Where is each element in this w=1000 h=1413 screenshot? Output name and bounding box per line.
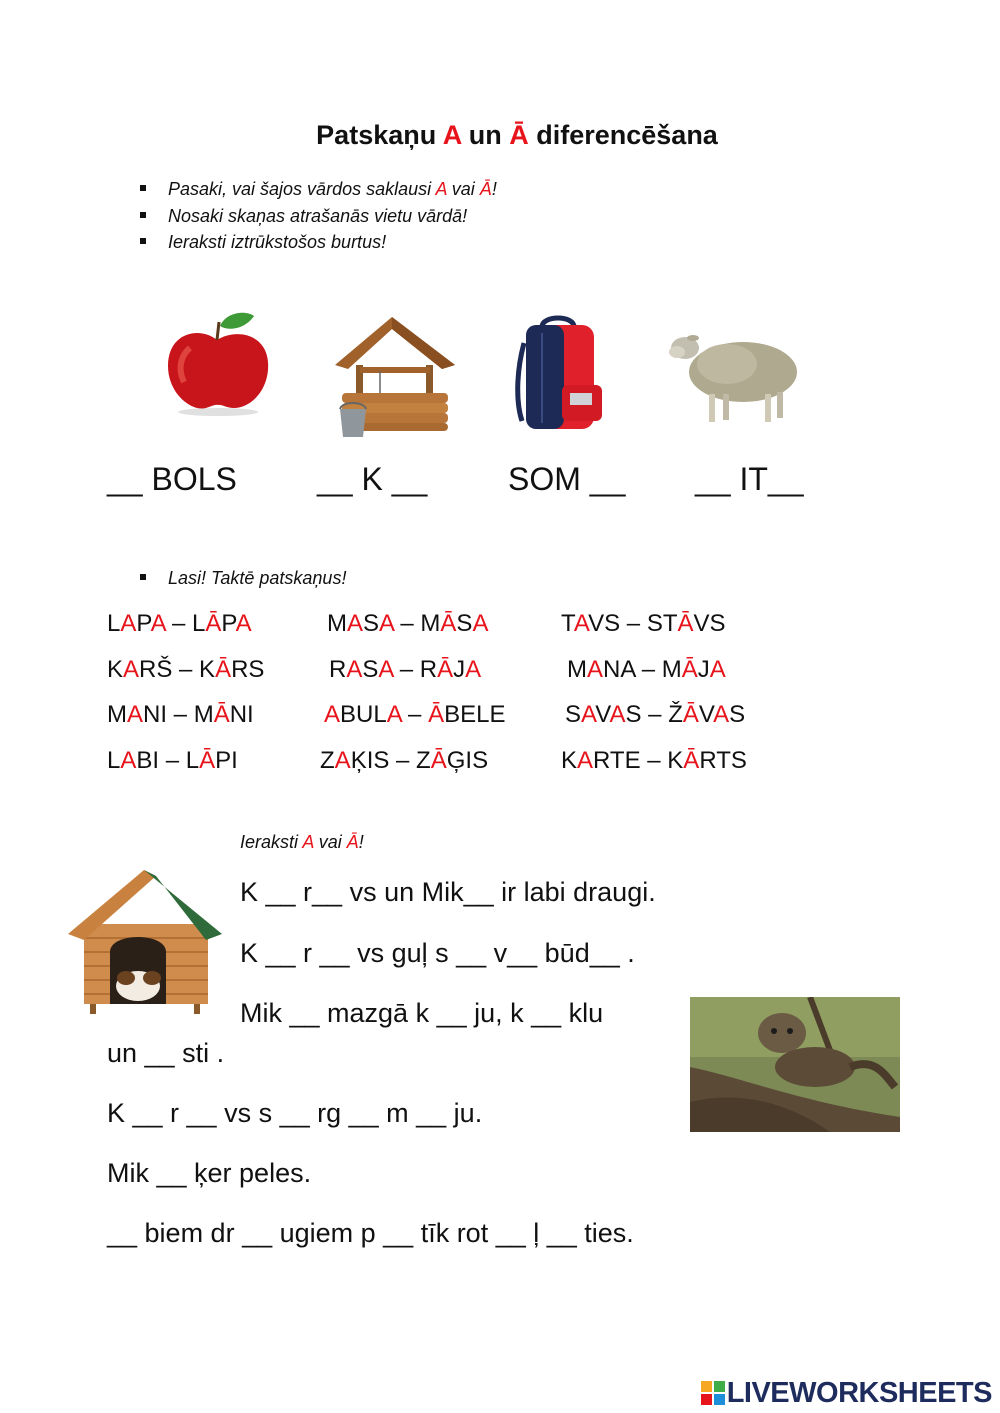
instruction-item: Nosaki skaņas atrašanās vietu vārdā!: [140, 203, 497, 230]
blank-word[interactable]: __ IT__: [695, 461, 804, 497]
fill-sentence[interactable]: un __ sti .: [107, 1038, 225, 1068]
fill-sentence[interactable]: K __ r __ vs s __ rg __ m __ ju.: [107, 1098, 483, 1128]
fill-sentence[interactable]: K __ r __ vs guļ s __ v__ būd__ .: [240, 938, 635, 968]
apple-image: [160, 308, 275, 416]
blank-word[interactable]: SOM __: [508, 461, 626, 497]
word-pair: SAVAS – ŽĀVAS: [565, 701, 746, 728]
instruction-list: [140, 176, 497, 256]
fill-instruction: Ieraksti A vai Ā!: [240, 832, 364, 852]
fill-sentence[interactable]: __ biem dr __ ugiem p __ tīk rot __ ļ __ ties.: [107, 1218, 634, 1248]
read-instruction: Lasi! Taktē patskaņus!: [140, 565, 346, 592]
word-pair: MANI – MĀNI: [107, 701, 254, 728]
word-pair: KARTE – KĀRTS: [561, 747, 747, 774]
fill-sentence[interactable]: Mik __ ķer peles.: [107, 1158, 312, 1188]
brand-icon: [701, 1381, 725, 1405]
word-pair: MANA – MĀJA: [567, 656, 726, 683]
word-pair: ZAĶIS – ZĀĢIS: [320, 747, 489, 774]
fill-sentence[interactable]: Mik __ mazgā k __ ju, k __ klu: [240, 998, 604, 1028]
word-pair: LAPA – LĀPA: [107, 610, 252, 637]
blank-word[interactable]: __ BOLS: [107, 461, 237, 497]
word-pair: LABI – LĀPI: [107, 747, 238, 774]
sheep-image: [665, 318, 805, 428]
instruction-item: Ieraksti iztrūkstošos burtus!: [140, 229, 497, 256]
word-pair: ABULA – ĀBELE: [324, 701, 506, 728]
word-pair: MASA – MĀSA: [327, 610, 489, 637]
blank-word[interactable]: __ K __: [317, 461, 428, 497]
brand-logo: LIVEWORKSHEETS: [701, 1377, 992, 1410]
kitten-image: [690, 997, 900, 1132]
instruction-item: Pasaki, vai šajos vārdos saklausi A vai Ā!: [140, 176, 497, 203]
doghouse-image: [66, 866, 224, 1016]
word-pair: TAVS – STĀVS: [561, 610, 726, 637]
well-image: [330, 315, 460, 440]
word-pair: RASA – RĀJA: [329, 656, 482, 683]
backpack-image: [512, 313, 610, 431]
page-title: Patskaņu A un Ā diferencēšana: [316, 120, 718, 150]
word-pair: KARŠ – KĀRS: [107, 656, 265, 683]
fill-sentence[interactable]: K __ r__ vs un Mik__ ir labi draugi.: [240, 877, 656, 907]
